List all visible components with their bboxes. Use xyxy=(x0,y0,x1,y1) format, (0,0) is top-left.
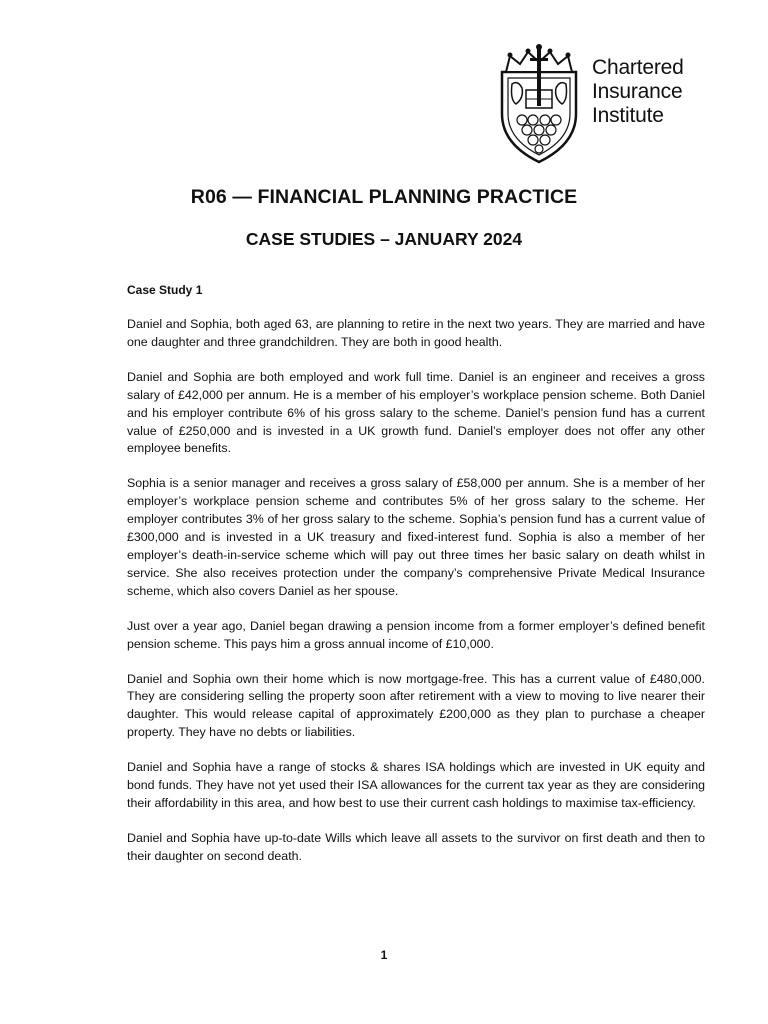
paragraph: Daniel and Sophia own their home which is now mortgage-free. This has a current value of £480,000. They are considering selling the property soon after retirement with a view to moving to live nearer their daughter. This would release capital of approximately £200,000 as they plan to purchase a cheaper property. They have no debts or liabilities. xyxy=(127,671,705,740)
case-study-heading: Case Study 1 xyxy=(127,283,203,297)
paragraph: Daniel and Sophia have a range of stocks & shares ISA holdings which are invested in UK equity and bond funds. They have not yet used their ISA allowances for the current tax year as they are considering their affordability in this area, and how best to use their current cash holdings to maximise tax-efficiency. xyxy=(127,760,705,810)
logo-line-2: Insurance xyxy=(592,80,683,103)
logo-wordmark xyxy=(592,56,684,128)
page-number: 1 xyxy=(380,948,388,962)
paragraph: Daniel and Sophia are both employed and work full time. Daniel is an engineer and receives a gross salary of £42,000 per annum. He is a member of his employer’s workplace pension scheme. Both Daniel and his employer contribute 6% of his gross salary to the scheme. Daniel’s pension fund has a current value of £250,000 and is invested in a UK growth fund. Daniel’s employer does not offer any other employee benefits. xyxy=(127,369,705,456)
case-study-body xyxy=(127,316,705,883)
paragraph: Daniel and Sophia, both aged 63, are planning to retire in the next two years. They are married and have one daughter and three grandchildren. They are both in good health. xyxy=(127,317,705,349)
cii-logo xyxy=(494,44,724,166)
crest-icon xyxy=(494,44,584,166)
document-subtitle: CASE STUDIES – JANUARY 2024 xyxy=(245,229,523,249)
document-title: R06 — FINANCIAL PLANNING PRACTICE xyxy=(190,186,578,208)
paragraph: Just over a year ago, Daniel began drawing a pension income from a former employer’s defined benefit pension scheme. This pays him a gross annual income of £10,000. xyxy=(127,618,705,651)
paragraph: Sophia is a senior manager and receives a gross salary of £58,000 per annum. She is a member of her employer’s workplace pension scheme and contributes 5% of her gross salary to the scheme. Her employer contributes 3% of her gross salary to the scheme. Sophia’s pension fund has a current value of £300,000 and is invested in a UK treasury and fixed-interest fund. Sophia is also a member of her employer’s death-in-service scheme which will pay out three times her basic salary on death whilst in service. She also receives protection under the company’s comprehensive Private Medical Insurance scheme, which also covers Daniel as her spouse. xyxy=(127,476,705,598)
logo-line-1: Chartered xyxy=(592,56,684,79)
logo-line-3: Institute xyxy=(592,104,664,127)
paragraph: Daniel and Sophia have up-to-date Wills which leave all assets to the survivor on first death and then to their daughter on second death. xyxy=(127,830,705,863)
